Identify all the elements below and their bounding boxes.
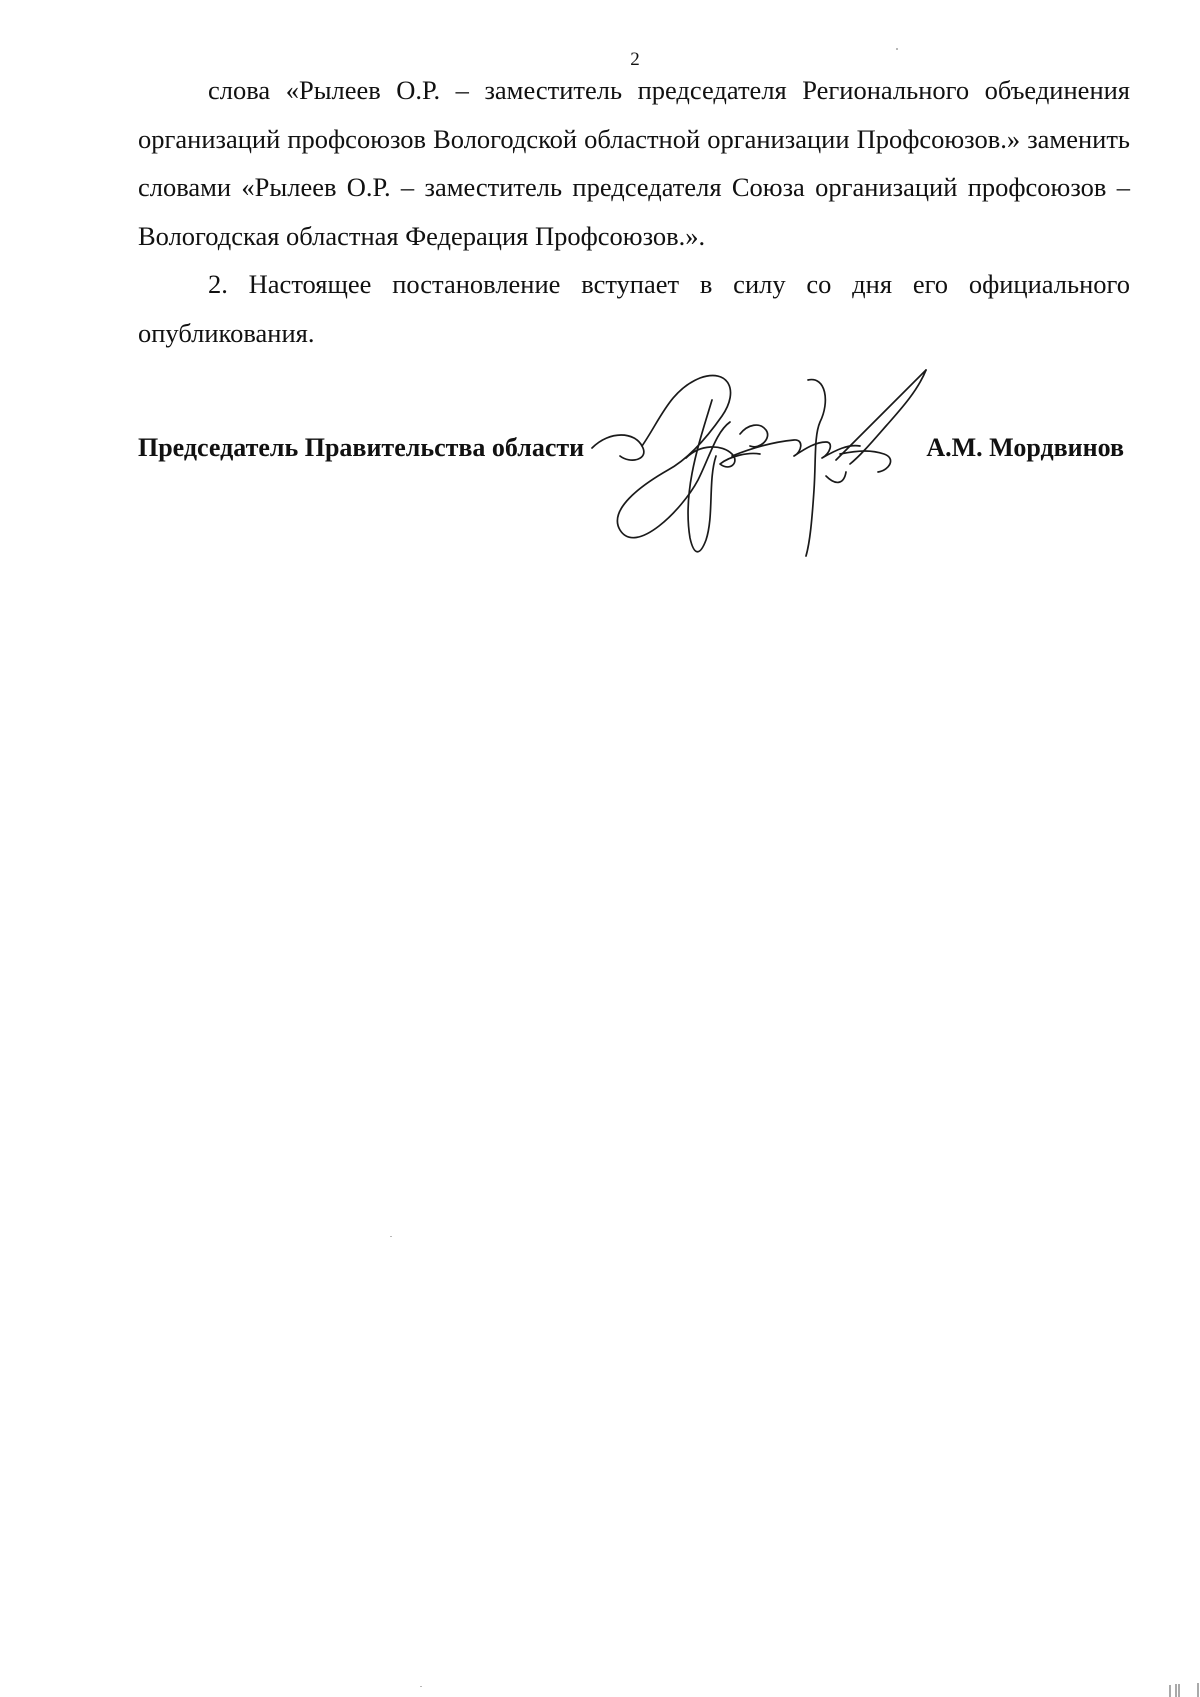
paragraph-effective-date: 2. Настоящее постановление вступает в силу со дня его официального опубликования. bbox=[138, 269, 1130, 348]
document-body bbox=[138, 66, 1130, 357]
signer-title: Председатель Правительства области bbox=[138, 433, 585, 462]
handwritten-signature bbox=[590, 360, 950, 560]
scan-speck bbox=[896, 48, 898, 50]
scan-speck bbox=[420, 1686, 422, 1687]
page-number: 2 bbox=[630, 49, 640, 70]
paragraph-amendment: слова «Рылеев О.Р. – заместитель председателя Регионального объединения организаций профсоюзов Вологодской областной организации Профсоюзов.» заменить словами «Рылеев О.Р. – заместитель председателя Союза организаций профсоюзов – Вологодская областная Федерация Профсоюзов.». bbox=[138, 75, 1130, 251]
scan-speck bbox=[390, 1236, 392, 1237]
scan-edge-marks bbox=[1164, 1682, 1200, 1697]
signer-name: А.М. Мордвинов bbox=[926, 433, 1124, 462]
